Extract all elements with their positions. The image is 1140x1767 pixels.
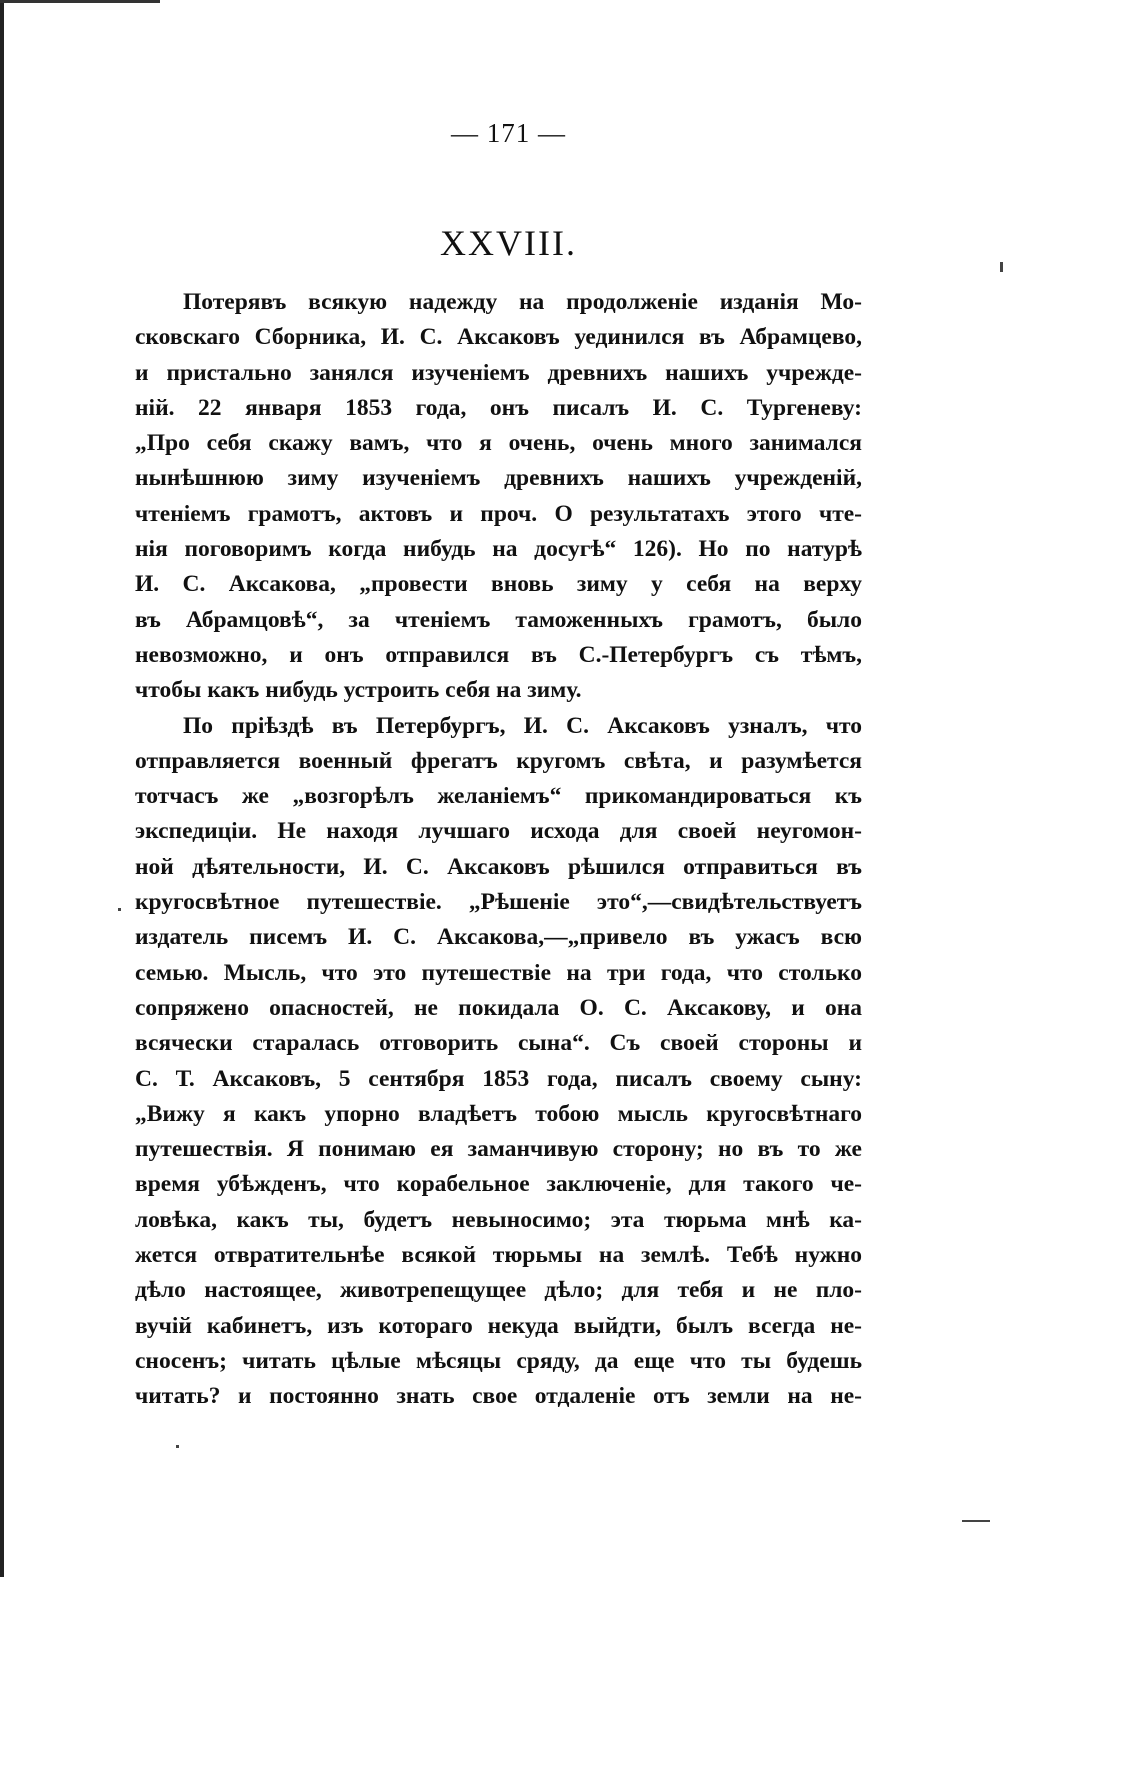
text-line: сносенъ; читать цѣлые мѣсяцы сряду, да еще что ты будешь [135, 1347, 862, 1374]
text-line: По пріѣздѣ въ Петербургъ, И. С. Аксаковъ узналъ, что [183, 712, 862, 739]
text-line: въ Абрамцовѣ“, за чтеніемъ таможенныхъ грамотъ, было [135, 606, 862, 633]
text-line: чтеніемъ грамотъ, актовъ и проч. О результатахъ этого чте- [135, 500, 862, 527]
text-line: тотчасъ же „возгорѣлъ желаніемъ“ прикомандироваться къ [135, 783, 862, 810]
text-line: кругосвѣтное путешествіе. „Рѣшеніе это“,—свидѣтельствуетъ [135, 889, 862, 916]
scan-speck [962, 1520, 990, 1522]
text-line: „Вижу я какъ упорно владѣетъ тобою мысль кругосвѣтнаго [135, 1100, 862, 1127]
text-line: сковскаго Сборника, И. С. Аксаковъ уединился въ Абрамцево, [135, 324, 862, 351]
scan-top-edge [0, 0, 160, 3]
text-line: „Про себя скажу вамъ, что я очень, очень много занимался [135, 430, 862, 457]
text-line: и пристально занялся изученіемъ древнихъ нашихъ учрежде- [135, 359, 862, 386]
text-line: время убѣжденъ, что корабельное заключеніе, для такого че- [135, 1171, 862, 1198]
text-line: путешествія. Я понимаю ея заманчивую сторону; но въ то же [135, 1136, 862, 1163]
text-line: отправляется военный фрегатъ кругомъ свѣта, и разумѣется [135, 747, 862, 774]
text-line: жется отвратительнѣе всякой тюрьмы на землѣ. Тебѣ нужно [135, 1242, 862, 1269]
text-line: экспедиціи. Не находя лучшаго исхода для своей неугомон- [135, 818, 862, 845]
text-line: С. Т. Аксаковъ, 5 сентября 1853 года, писалъ своему сыну: [135, 1065, 862, 1092]
scan-speck [1000, 262, 1003, 272]
text-line: ловѣка, какъ ты, будетъ невыносимо; эта тюрьма мнѣ ка- [135, 1206, 862, 1233]
text-line: Потерявъ всякую надежду на продолженіе изданія Мо- [183, 289, 862, 315]
text-line: вучій кабинетъ, изъ котораго некуда выйдти, былъ всегда не- [135, 1312, 862, 1339]
text-line: ній. 22 января 1853 года, онъ писалъ И. С. Тургеневу: [135, 394, 862, 421]
chapter-heading: XXVIII. [440, 223, 577, 263]
scan-speck [176, 1445, 179, 1448]
text-line: нынѣшнюю зиму изученіемъ древнихъ нашихъ учрежденій, [135, 465, 862, 492]
text-line: семью. Мысль, что это путешествіе на три года, что столько [135, 959, 862, 986]
text-line: читать? и постоянно знать свое отдаленіе отъ земли на не- [135, 1383, 862, 1410]
scan-speck [118, 908, 121, 911]
page-number: — 171 — [451, 118, 566, 148]
text-line: всячески старалась отговорить сына“. Съ своей стороны и [135, 1030, 862, 1057]
text-line: чтобы какъ нибудь устроить себя на зиму. [135, 677, 582, 704]
text-line: издатель писемъ И. С. Аксакова,—„привело въ ужасъ всю [135, 924, 862, 951]
text-line: нія поговоримъ когда нибудь на досугѣ“ 126). Но по натурѣ [135, 536, 862, 563]
text-line: сопряжено опасностей, не покидала О. С. Аксакову, и она [135, 994, 862, 1021]
text-line: И. С. Аксакова, „провести вновь зиму у себя на верху [135, 571, 862, 598]
body-text [135, 285, 862, 1415]
text-line: дѣло настоящее, животрепещущее дѣло; для тебя и не пло- [135, 1277, 862, 1304]
text-line: невозможно, и онъ отправился въ С.-Петербургъ съ тѣмъ, [135, 641, 862, 668]
text-line: ной дѣятельности, И. С. Аксаковъ рѣшился отправиться въ [135, 853, 862, 880]
